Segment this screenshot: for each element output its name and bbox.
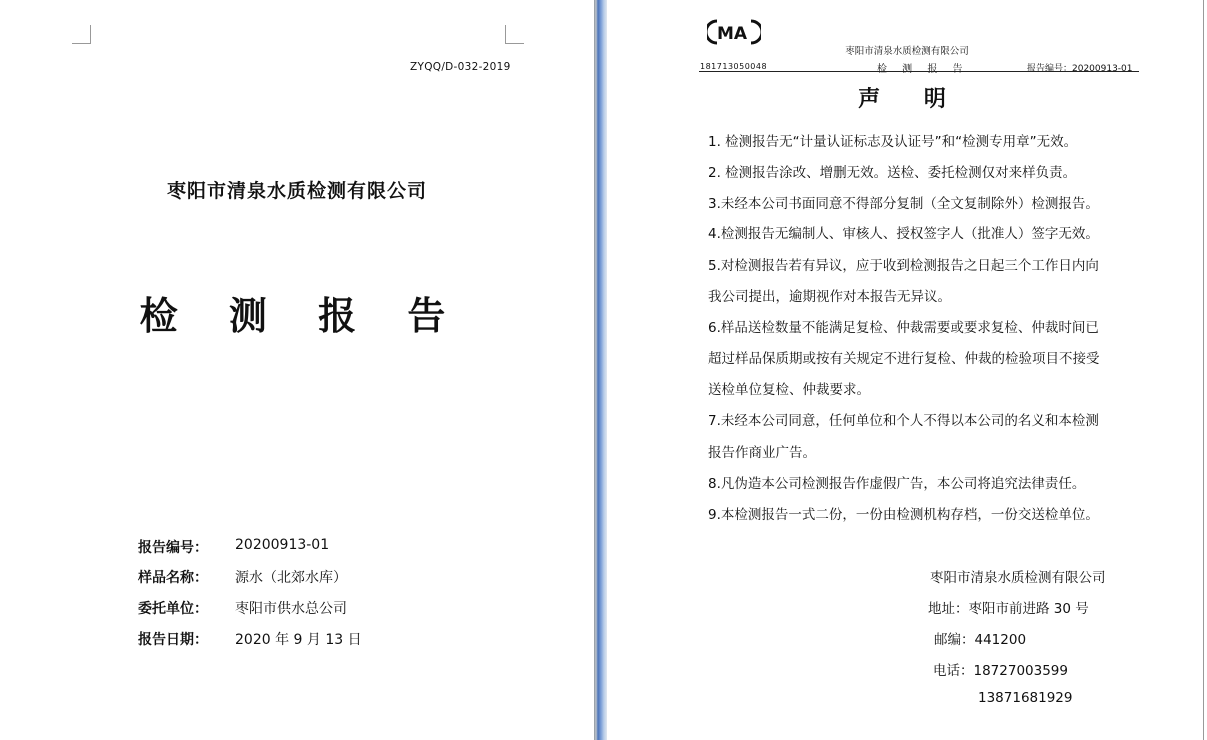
cover-page [0, 0, 594, 740]
info-value: 2020 年 9 月 13 日 [235, 632, 362, 648]
declaration-line: 6.样品送检数量不能满足复检、仲裁需要或要求复检、仲裁时间已 [708, 320, 1099, 336]
contact-phone-2: 13871681929 [978, 690, 1073, 706]
declaration-line: 1. 检测报告无“计量认证标志及认证号”和“检测专用章”无效。 [708, 134, 1078, 150]
header-company: 枣阳市清泉水质检测有限公司 [845, 46, 969, 57]
contact-postcode: 邮编：441200 [934, 632, 1027, 648]
contact-address: 地址：枣阳市前进路 30 号 [928, 601, 1089, 617]
info-value: 枣阳市供水总公司 [235, 601, 347, 617]
declaration-line: 超过样品保质期或按有关规定不进行复检、仲裁的检验项目不接受 [708, 351, 1100, 367]
contact-company: 枣阳市清泉水质检测有限公司 [930, 570, 1106, 586]
info-label: 报告日期： [138, 632, 208, 648]
info-value: 源水（北郊水库） [235, 570, 347, 586]
right-margin-mark [1203, 0, 1207, 740]
declaration-line: 7.未经本公司同意，任何单位和个人不得以本公司的名义和本检测 [708, 413, 1099, 429]
declaration-line: 8.凡伪造本公司检测报告作虚假广告，本公司将追究法律责任。 [708, 476, 1086, 492]
info-label: 报告编号： [138, 540, 208, 556]
declaration-page [607, 0, 1207, 740]
cover-company-name: 枣阳市清泉水质检测有限公司 [166, 180, 427, 202]
declaration-title: 声 明 [858, 86, 964, 112]
contact-phone: 电话：18727003599 [933, 663, 1068, 679]
header-cert-number: 181713050048 [700, 62, 768, 71]
declaration-line: 9.本检测报告一式二份，一份由检测机构存档，一份交送检单位。 [708, 507, 1099, 523]
declaration-line: 报告作商业广告。 [708, 445, 816, 461]
declaration-line: 5.对检测报告若有异议，应于收到检测报告之日起三个工作日内向 [708, 258, 1099, 274]
info-label: 样品名称： [138, 570, 208, 586]
declaration-line: 3.未经本公司书面同意不得部分复制（全文复制除外）检测报告。 [708, 196, 1099, 212]
info-label: 委托单位： [138, 601, 208, 617]
svg-text:MA: MA [717, 24, 748, 44]
cover-title: 检 测 报 告 [139, 293, 465, 338]
declaration-line: 2. 检测报告涂改、增删无效。送检、委托检测仅对来样负责。 [708, 165, 1077, 181]
declaration-line: 4.检测报告无编制人、审核人、授权签字人（批准人）签字无效。 [708, 226, 1099, 242]
declaration-line: 我公司提出，逾期视作对本报告无异议。 [708, 289, 951, 305]
cma-logo [707, 18, 761, 46]
page-divider [594, 0, 607, 740]
declaration-line: 送检单位复检、仲裁要求。 [708, 382, 870, 398]
header-rule [699, 71, 1139, 72]
header-title: 检 测 报 告 [877, 64, 969, 75]
document-code: ZYQQ/D-032-2019 [410, 61, 511, 73]
crop-mark-top-left [72, 25, 91, 44]
info-value: 20200913-01 [235, 537, 330, 553]
crop-mark-top-right [505, 25, 524, 44]
header-report-number: 报告编号：20200913-01 [1027, 64, 1133, 74]
